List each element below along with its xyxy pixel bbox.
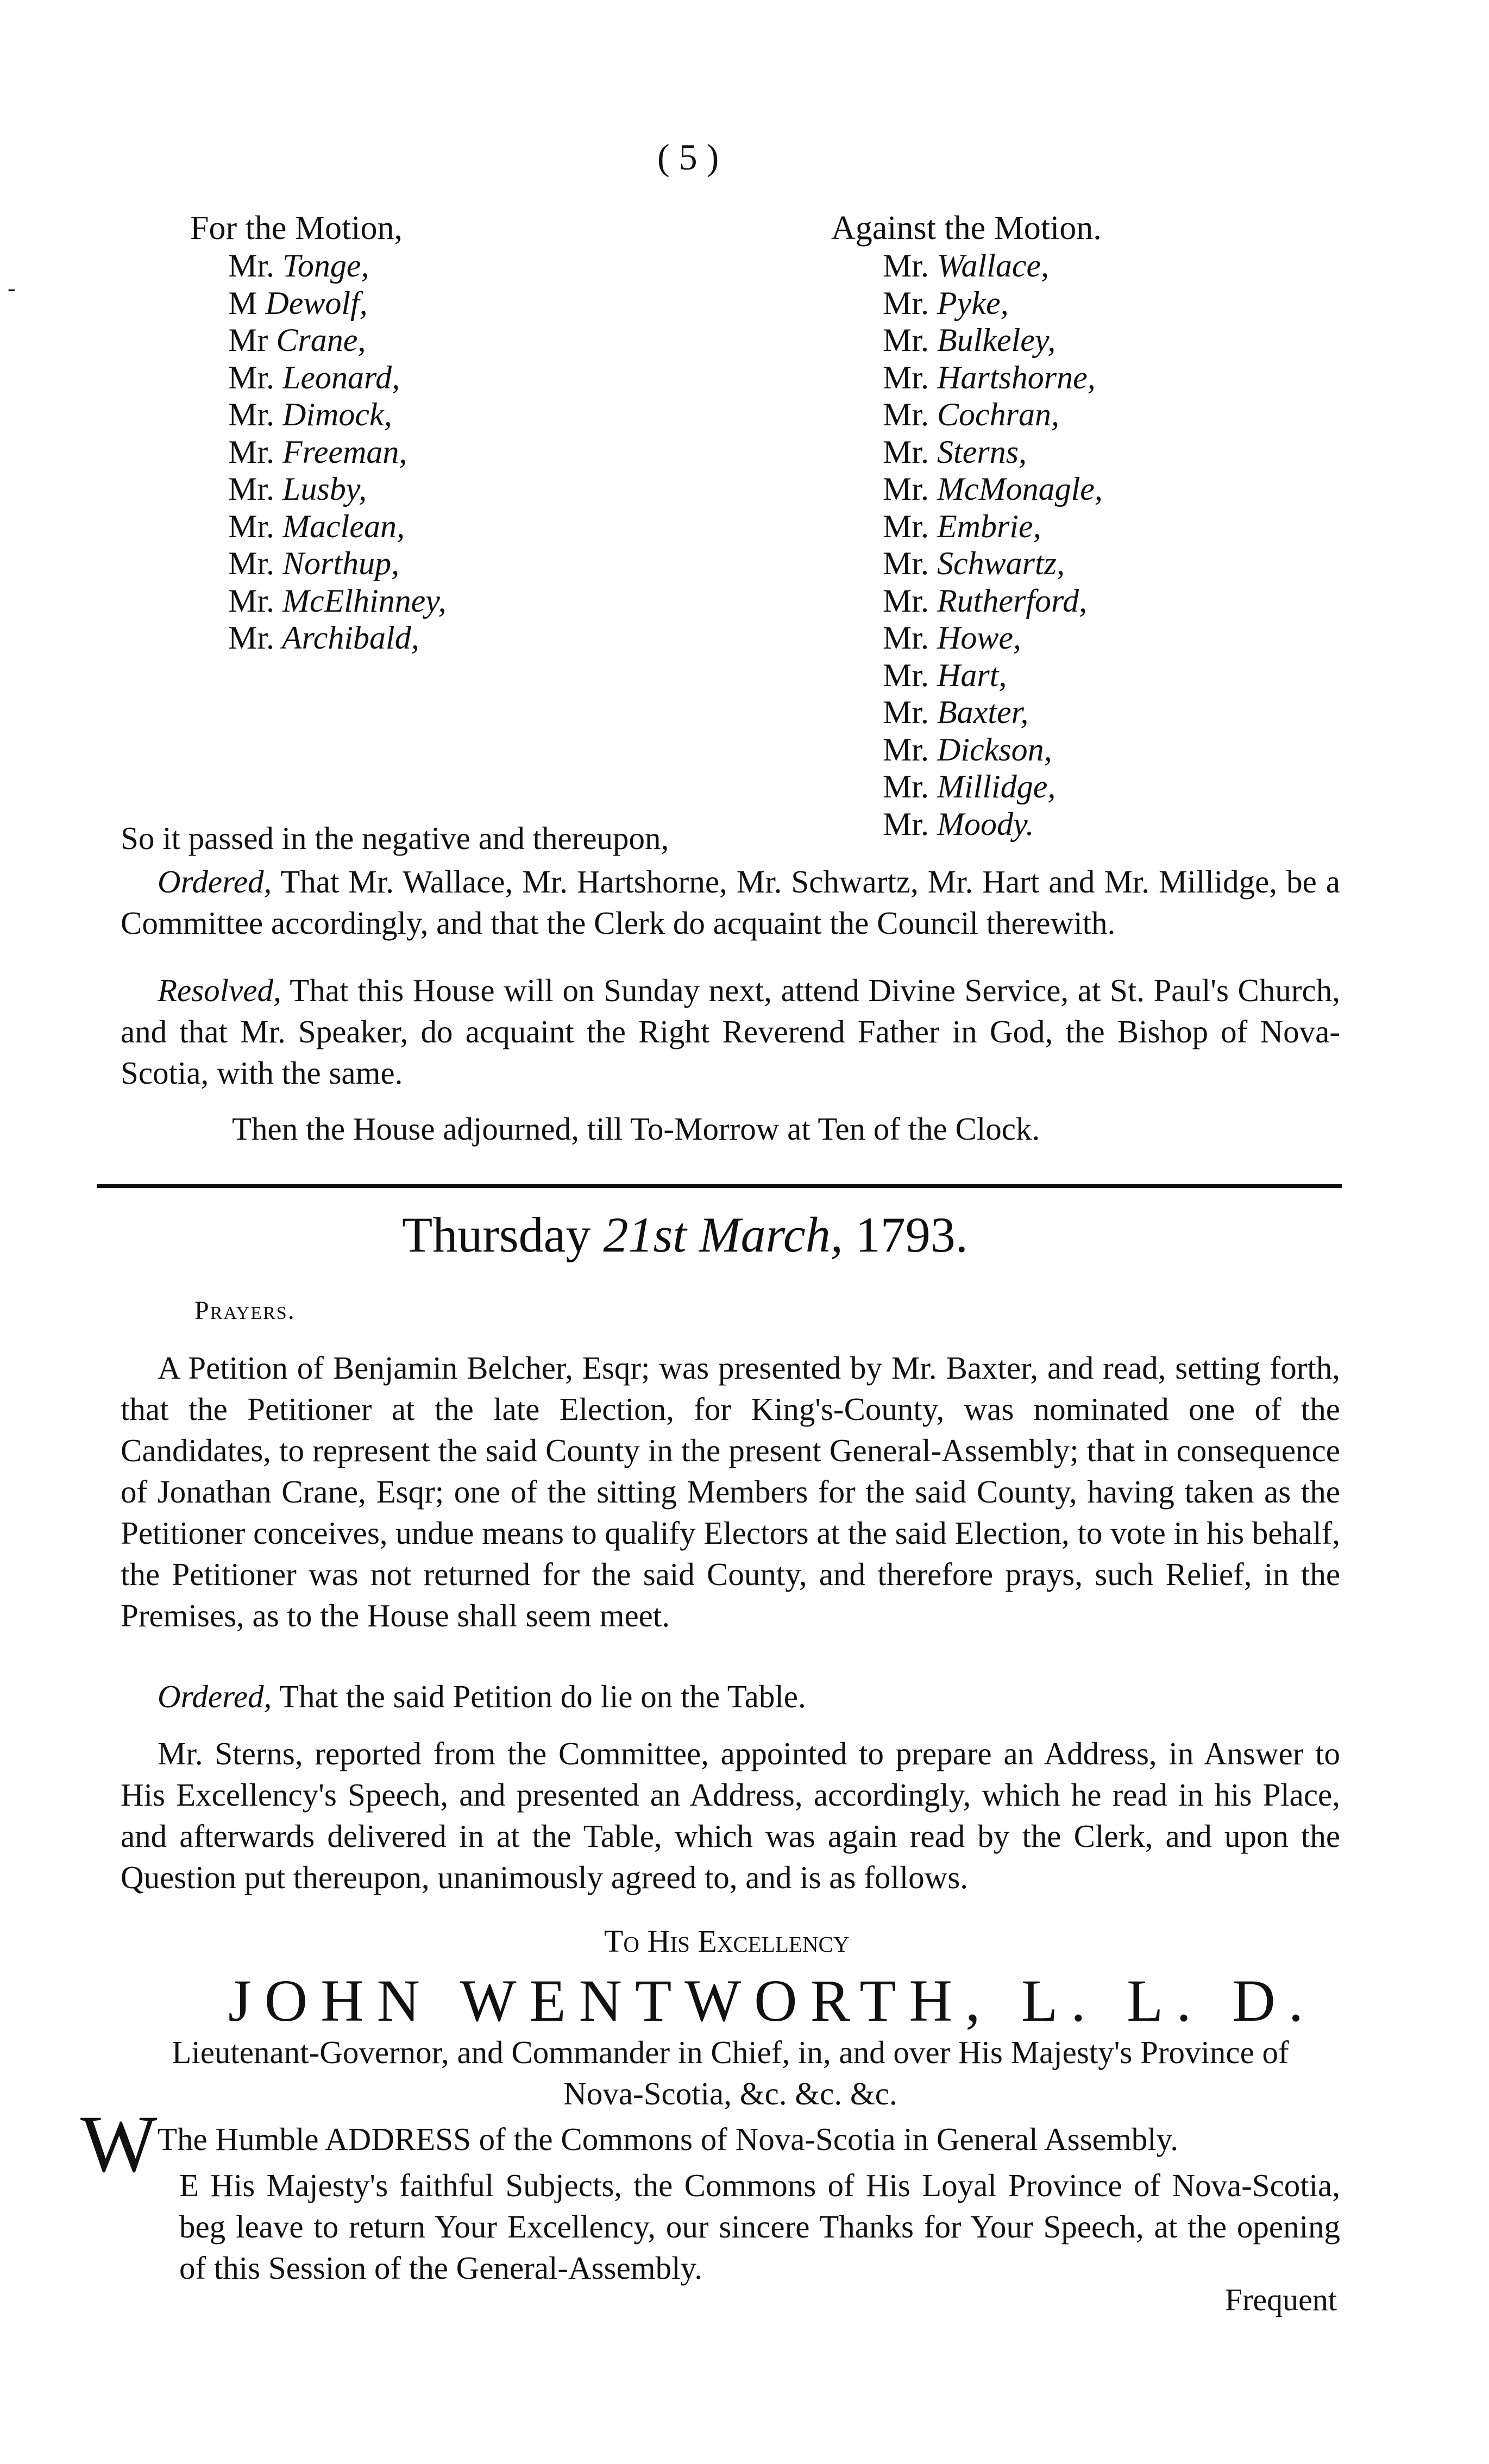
member-name: Bulkeley,	[937, 322, 1056, 358]
member-entry	[883, 694, 1028, 731]
member-entry	[228, 545, 399, 582]
member-title: Mr.	[883, 285, 929, 321]
member-entry	[883, 768, 1056, 806]
member-title: Mr.	[883, 769, 929, 804]
member-name: Freeman,	[282, 433, 407, 470]
member-entry	[228, 396, 392, 433]
member-entry	[883, 470, 1103, 508]
member-entry	[228, 322, 366, 359]
member-title: Mr.	[883, 657, 929, 693]
member-name: Baxter,	[937, 694, 1029, 730]
member-entry	[883, 545, 1065, 582]
resolved-lead: Resolved,	[158, 972, 281, 1008]
member-name: McMonagle,	[937, 471, 1103, 507]
member-entry	[228, 247, 369, 285]
address-to-line: To His Excellency	[604, 1924, 850, 1959]
member-entry	[883, 396, 1059, 433]
ordered-petition-text: That the said Petition do lie on the Table.	[279, 1679, 806, 1714]
member-entry	[883, 619, 1021, 657]
member-title: Mr.	[883, 471, 929, 507]
member-title: Mr.	[883, 433, 929, 470]
adjourned-line: Then the House adjourned, till To-Morrow at Ten of the Clock.	[232, 1111, 1040, 1147]
member-name: Millidge,	[937, 769, 1056, 804]
member-entry	[883, 285, 1009, 322]
member-title: Mr.	[228, 582, 275, 619]
member-title: Mr.	[883, 620, 929, 656]
address-dropcap: W	[80, 2099, 158, 2189]
member-title: Mr.	[228, 397, 275, 432]
member-entry	[883, 322, 1056, 359]
member-name: Embrie,	[937, 508, 1041, 544]
member-name: Schwartz,	[937, 545, 1065, 581]
member-title: Mr.	[883, 806, 929, 842]
member-name: Dimock,	[282, 397, 392, 432]
member-title: Mr.	[228, 359, 275, 395]
member-name: Rutherford,	[937, 582, 1088, 619]
resolved-paragraph	[121, 970, 1340, 1093]
ordered-petition-paragraph	[121, 1676, 1340, 1717]
member-name: Pyke,	[937, 285, 1009, 321]
petition-paragraph: A Petition of Benjamin Belcher, Esqr; was presented by Mr. Baxter, and read, setting forth, that the Petitioner at the late Election, for King's-County, was nominated one of the Candidates, to represent the said County in the present General-Assembly; that in consequence of Jonathan Crane, Esqr; one of the sitting Members for the said County, having taken as the Petitioner conceives, undue means to qualify Electors at the said Election, to vote in his behalf, the Petitioner was not returned for the said County, and therefore prays, such Relief, in the Premises, as to the House shall seem meet.	[121, 1350, 1340, 1633]
member-title: Mr.	[883, 508, 929, 544]
date-day: Thursday	[402, 1207, 591, 1262]
ordered-committee-text: That Mr. Wallace, Mr. Hartshorne, Mr. Schwartz, Mr. Hart and Mr. Millidge, be a Committee accordingly, and that the Clerk do acquaint the Council therewith.	[121, 864, 1340, 941]
member-entry	[228, 619, 419, 657]
page-number: ( 5 )	[657, 136, 719, 178]
member-name: McElhinney,	[282, 582, 447, 619]
member-title: Mr.	[228, 545, 275, 581]
member-name: Northup,	[282, 545, 400, 581]
member-entry	[883, 582, 1087, 620]
address-body: E His Majesty's faithful Subjects, the Commons of His Loyal Province of Nova-Scotia, beg leave to return Your Excellency, our sincere Thanks for Your Speech, at the opening of this Session of the General-Assembly.	[179, 2167, 1340, 2286]
date-year: 1793.	[855, 1207, 968, 1262]
member-entry	[883, 657, 1007, 694]
member-entry	[228, 508, 405, 545]
margin-mark: -	[8, 275, 16, 301]
ordered-committee-paragraph	[121, 861, 1340, 944]
date-date: 21st March,	[603, 1207, 843, 1262]
member-title: Mr.	[883, 359, 929, 395]
member-name: Hartshorne,	[937, 359, 1096, 395]
member-entry	[883, 731, 1052, 769]
ordered-petition-lead: Ordered,	[158, 1679, 272, 1714]
member-name: Dickson,	[937, 731, 1052, 768]
governor-title: Lieutenant-Governor, and Commander in Chief, in, and over His Majesty's Province of Nova-Scotia, &c. &c. &c.	[172, 2034, 1289, 2111]
member-title: Mr.	[228, 471, 275, 507]
member-entry	[883, 359, 1096, 397]
section-rule	[97, 1184, 1342, 1188]
member-name: Dewolf,	[265, 285, 368, 321]
prayers-heading: Prayers.	[194, 1296, 296, 1325]
ordered-lead: Ordered,	[158, 864, 272, 900]
member-title: M	[228, 285, 257, 321]
member-entry	[228, 582, 447, 620]
member-name: Wallace,	[937, 248, 1050, 284]
report-paragraph: Mr. Sterns, reported from the Committee, appointed to prepare an Address, in Answer to His Excellency's Speech, and presented an Address, accordingly, which he read in his Place, and afterwards delivered in at the Table, which was again read by the Clerk, and upon the Question put thereupon, unanimously agreed to, and is as follows.	[121, 1736, 1340, 1895]
member-title: Mr.	[883, 582, 929, 619]
member-name: Archibald,	[281, 620, 419, 656]
date-heading	[402, 1206, 968, 1264]
member-title: Mr.	[228, 433, 275, 470]
member-name: Sterns,	[937, 433, 1027, 470]
for-motion-heading: For the Motion,	[190, 210, 403, 247]
member-title: Mr.	[883, 322, 929, 358]
member-title: Mr.	[228, 248, 275, 284]
member-name: Leonard,	[282, 359, 400, 395]
member-title: Mr.	[883, 397, 929, 432]
member-name: Howe,	[937, 620, 1022, 656]
member-name: Crane,	[276, 322, 366, 358]
member-title: Mr.	[883, 248, 929, 284]
member-entry	[228, 470, 367, 508]
member-name: Cochran,	[937, 397, 1060, 432]
member-entry	[228, 433, 407, 471]
member-entry	[228, 359, 400, 397]
passed-negative-line: So it passed in the negative and thereupon,	[121, 820, 669, 856]
member-name: Lusby,	[282, 471, 367, 507]
member-entry	[228, 285, 368, 322]
member-title: Mr.	[883, 694, 929, 730]
resolved-text: That this House will on Sunday next, attend Divine Service, at St. Paul's Church, and that Mr. Speaker, do acquaint the Right Reverend Father in God, the Bishop of Nova-Scotia, with the same.	[121, 972, 1340, 1091]
governor-name: JOHN WENTWORTH, L. L. D.	[228, 1968, 1317, 2034]
catchword: Frequent	[1224, 2282, 1337, 2317]
member-title: Mr.	[883, 545, 929, 581]
against-motion-heading: Against the Motion.	[831, 210, 1102, 247]
member-title: Mr.	[228, 508, 275, 544]
member-name: Tonge,	[282, 248, 369, 284]
member-entry	[883, 508, 1041, 545]
member-name: Hart,	[937, 657, 1007, 693]
member-name: Maclean,	[282, 508, 405, 544]
member-title: Mr.	[883, 731, 929, 768]
member-title: Mr.	[228, 620, 275, 656]
member-name: Moody.	[937, 806, 1034, 842]
member-title: Mr	[228, 322, 268, 358]
member-entry	[883, 247, 1049, 285]
member-entry	[883, 433, 1027, 471]
address-heading: The Humble ADDRESS of the Commons of Nova-Scotia in General Assembly.	[158, 2121, 1179, 2157]
